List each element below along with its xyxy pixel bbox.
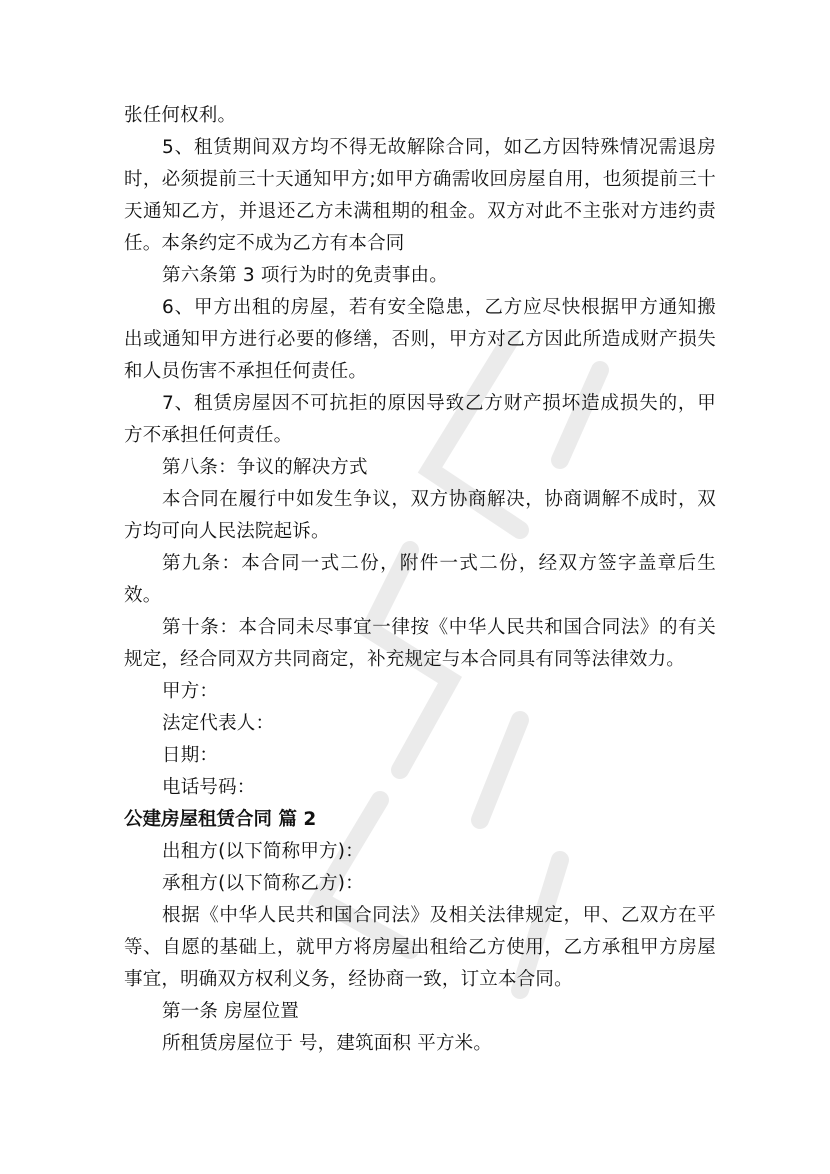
paragraph: 张任何权利。 bbox=[124, 105, 237, 126]
paragraph: 第八条：争议的解决方式 bbox=[162, 457, 368, 478]
paragraph: 所租赁房屋位于 号，建筑面积 平方米。 bbox=[162, 1033, 493, 1054]
signature-line: 法定代表人： bbox=[162, 713, 275, 734]
document-body bbox=[124, 100, 716, 1060]
section-heading: 公建房屋租赁合同 篇 2 bbox=[124, 809, 317, 830]
paragraph: 5、租赁期间双方均不得无故解除合同，如乙方因特殊情况需退房时，必须提前三十天通知甲方;如甲方确需收回房屋自用，也须提前三十天通知乙方，并退还乙方未满租期的租金。双方对此不主张对方违约责任。本条约定不成为乙方有本合同 bbox=[124, 137, 716, 254]
signature-line: 日期： bbox=[162, 745, 219, 766]
paragraph: 出租方(以下简称甲方)： bbox=[162, 841, 364, 862]
signature-line: 电话号码： bbox=[162, 777, 256, 798]
paragraph: 第十条：本合同未尽事宜一律按《中华人民共和国合同法》的有关规定，经合同双方共同商定，补充规定与本合同具有同等法律效力。 bbox=[124, 617, 716, 670]
paragraph: 6、甲方出租的房屋，若有安全隐患，乙方应尽快根据甲方通知搬出或通知甲方进行必要的修缮，否则，甲方对乙方因此所造成财产损失和人员伤害不承担任何责任。 bbox=[124, 297, 716, 382]
signature-line: 甲方： bbox=[162, 681, 219, 702]
paragraph: 第九条：本合同一式二份，附件一式二份，经双方签字盖章后生效。 bbox=[124, 553, 716, 606]
paragraph: 根据《中华人民共和国合同法》及相关法律规定，甲、乙双方在平等、自愿的基础上，就甲方将房屋出租给乙方使用，乙方承租甲方房屋事宜，明确双方权利义务，经协商一致，订立本合同。 bbox=[124, 905, 716, 990]
paragraph: 本合同在履行中如发生争议，双方协商解决，协商调解不成时，双方均可向人民法院起诉。 bbox=[124, 489, 716, 542]
paragraph: 承租方(以下简称乙方)： bbox=[162, 873, 364, 894]
paragraph: 7、租赁房屋因不可抗拒的原因导致乙方财产损坏造成损失的，甲方不承担任何责任。 bbox=[124, 393, 716, 446]
paragraph: 第六条第 3 项行为时的免责事由。 bbox=[162, 265, 448, 286]
paragraph: 第一条 房屋位置 bbox=[162, 1001, 299, 1022]
